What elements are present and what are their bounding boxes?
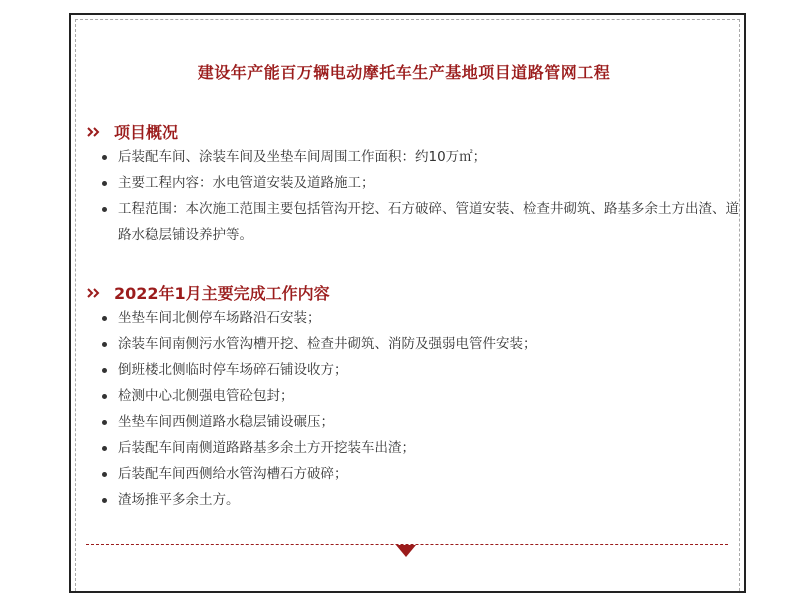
bullet-icon	[102, 472, 107, 477]
list-item-text: 涂装车间南侧污水管沟槽开挖、检查井砌筑、消防及强弱电管件安装；	[118, 336, 537, 352]
list-item-text: 工程范围：本次施工范围主要包括管沟开挖、石方破碎、管道安装、检查井砌筑、路基多余土方出渣、道路水稳层铺设养护等。	[118, 201, 739, 243]
list-item	[102, 305, 742, 331]
bullet-icon	[102, 420, 107, 425]
list-item	[102, 170, 742, 196]
list-item-text: 坐垫车间北侧停车场路沿石安装；	[118, 310, 321, 326]
list-item-text: 渣场推平多余土方。	[118, 492, 240, 508]
list-item	[102, 461, 742, 487]
bullet-icon	[102, 207, 107, 212]
list-item-text: 检测中心北侧强电管砼包封；	[118, 388, 294, 404]
list-item	[102, 409, 742, 435]
section-heading-label: 项目概况	[114, 123, 179, 142]
section-heading-overview	[86, 120, 178, 143]
document-title: 建设年产能百万辆电动摩托车生产基地项目道路管网工程	[197, 63, 611, 82]
triangle-down-icon	[396, 545, 416, 557]
list-item-text: 后装配车间南侧道路路基多余土方开挖装车出渣；	[118, 440, 415, 456]
double-chevron-right-icon	[86, 287, 102, 299]
list-item	[102, 435, 742, 461]
list-item	[102, 487, 742, 513]
list-item-text: 坐垫车间西侧道路水稳层铺设碾压；	[118, 414, 334, 430]
bullet-icon	[102, 342, 107, 347]
bullet-icon	[102, 181, 107, 186]
bullet-icon	[102, 394, 107, 399]
list-item-text: 后装配车间西侧给水管沟槽石方破碎；	[118, 466, 348, 482]
january-work-list	[102, 305, 742, 513]
list-item	[102, 196, 742, 248]
list-item	[102, 331, 742, 357]
section-heading-january-work	[86, 281, 330, 304]
overview-list	[102, 144, 742, 248]
list-item-text: 后装配车间、涂装车间及坐垫车间周围工作面积：约10万㎡；	[118, 149, 487, 165]
double-chevron-right-icon	[86, 126, 102, 138]
bullet-icon	[102, 446, 107, 451]
bullet-icon	[102, 316, 107, 321]
section-heading-label: 2022年1月主要完成工作内容	[114, 284, 330, 303]
list-item-text: 主要工程内容：水电管道安装及道路施工；	[118, 175, 375, 191]
bullet-icon	[102, 368, 107, 373]
bullet-icon	[102, 155, 107, 160]
list-item	[102, 357, 742, 383]
list-item-text: 倒班楼北侧临时停车场碎石铺设收方；	[118, 362, 348, 378]
bullet-icon	[102, 498, 107, 503]
list-item	[102, 383, 742, 409]
list-item	[102, 144, 742, 170]
